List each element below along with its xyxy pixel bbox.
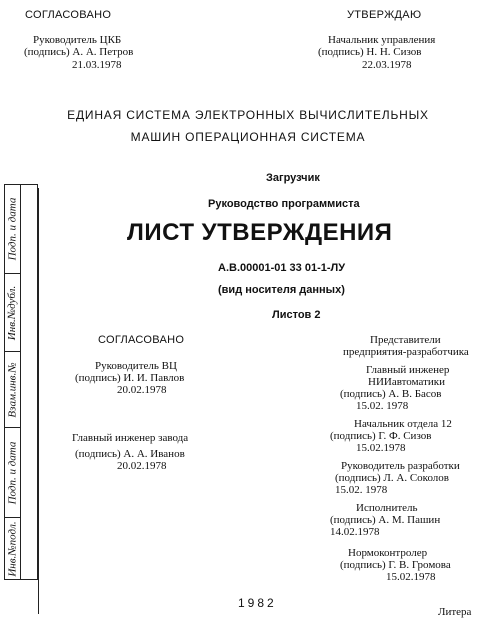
left-r2-role: Главный инженер завода: [72, 432, 189, 444]
stamp-label-sign-date-2: Подп. и дата: [6, 441, 19, 505]
top-left-heading: СОГЛАСОВАНО: [25, 9, 112, 21]
left-r1-signature: (подпись) И. И. Павлов: [75, 372, 185, 384]
stamp-label-sign-date-1: Подп. и дата: [6, 197, 19, 261]
right-p1-org: НИИавтоматики: [368, 376, 445, 388]
right-p1-role: Главный инженер: [366, 364, 450, 376]
right-p3-role: Руководитель разработки: [341, 460, 460, 472]
right-p2-signature: (подпись) Г. Ф. Сизов: [330, 430, 432, 442]
left-block-heading: СОГЛАСОВАНО: [98, 334, 185, 346]
page-title: ЛИСТ УТВЕРЖДЕНИЯ: [127, 219, 393, 246]
right-p2-role: Начальник отдела 12: [354, 418, 452, 430]
right-p4-role: Исполнитель: [356, 502, 418, 514]
left-r2-date: 20.02.1978: [117, 460, 167, 472]
stamp-value-column: [20, 184, 38, 580]
stamp-label-inv-dubl: Инв.№дубл.: [6, 285, 19, 341]
stamp-label-vzam-inv: Взам.инв.№: [6, 362, 19, 418]
right-p1-date: 15.02. 1978: [356, 400, 409, 412]
top-right-date: 22.03.1978: [362, 59, 412, 71]
left-r2-signature: (подпись) А. А. Иванов: [75, 448, 185, 460]
document-code: А.В.00001-01 33 01-1-ЛУ: [218, 262, 346, 274]
right-p3-date: 15.02. 1978: [335, 484, 388, 496]
system-line-1: ЕДИНАЯ СИСТЕМА ЭЛЕКТРОННЫХ ВЫЧИСЛИТЕЛЬНЫХ: [67, 108, 429, 122]
right-p4-signature: (подпись) А. М. Пашин: [330, 514, 441, 526]
litera-label: Литера: [438, 606, 472, 618]
top-right-signature: (подпись) Н. Н. Сизов: [318, 46, 422, 58]
right-p5-signature: (подпись) Г. В. Громова: [340, 559, 451, 571]
top-right-role: Начальник управления: [328, 34, 436, 46]
system-line-2: МАШИН ОПЕРАЦИОННАЯ СИСТЕМА: [130, 130, 366, 144]
margin-stamp: [4, 184, 38, 580]
manual-name: Руководство программиста: [208, 198, 360, 210]
right-p2-date: 15.02.1978: [356, 442, 406, 454]
top-right-heading: УТВЕРЖДАЮ: [347, 9, 422, 21]
program-name: Загрузчик: [266, 172, 320, 184]
sheets-count: Листов 2: [272, 309, 321, 321]
margin-line: [38, 188, 39, 614]
right-p5-date: 15.02.1978: [386, 571, 436, 583]
left-r1-role: Руководитель ВЦ: [95, 360, 177, 372]
right-p5-role: Нормоконтролер: [348, 547, 428, 559]
stamp-label-inv-podl: Инв.№подл.: [6, 521, 19, 577]
right-p4-date: 14.02.1978: [330, 526, 380, 538]
top-left-date: 21.03.1978: [72, 59, 122, 71]
left-r1-date: 20.02.1978: [117, 384, 167, 396]
top-left-signature: (подпись) А. А. Петров: [24, 46, 134, 58]
right-p3-signature: (подпись) Л. А. Соколов: [335, 472, 449, 484]
right-heading-1: Представители: [370, 334, 441, 346]
top-left-role: Руководитель ЦКБ: [33, 34, 122, 46]
right-heading-2: предприятия-разработчика: [343, 346, 469, 358]
year: 1982: [238, 596, 277, 610]
carrier-type: (вид носителя данных): [218, 284, 345, 296]
right-p1-signature: (подпись) А. В. Басов: [340, 388, 442, 400]
